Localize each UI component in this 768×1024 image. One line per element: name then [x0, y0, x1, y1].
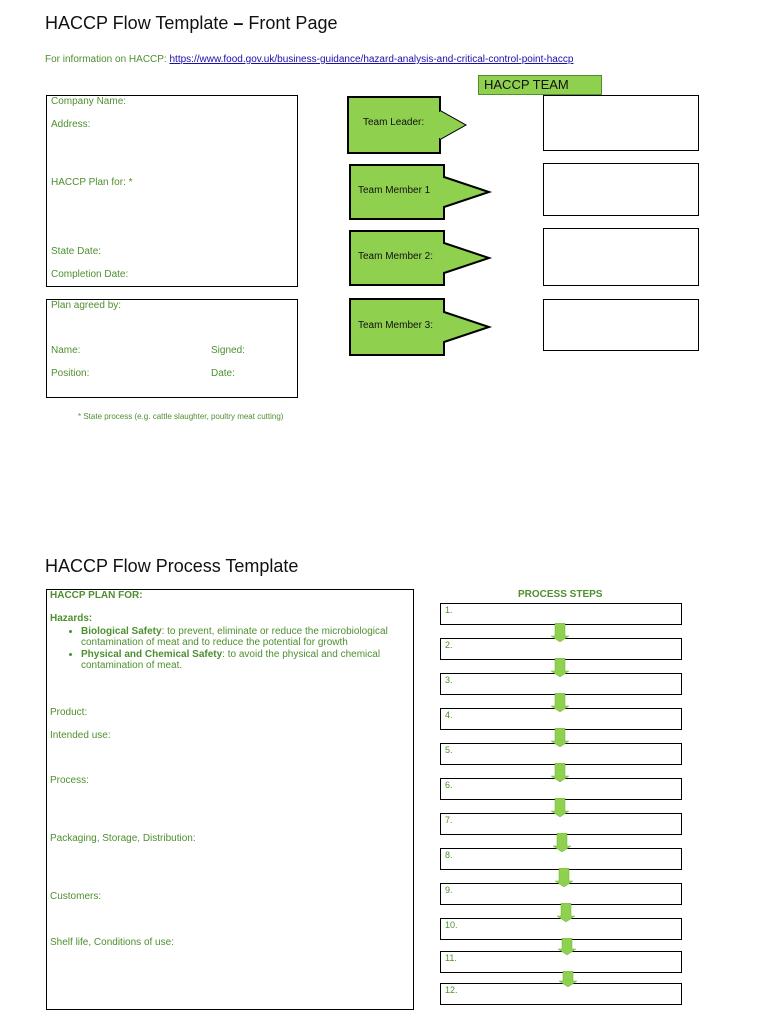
process-step-number: 7.	[445, 815, 453, 825]
step-down-arrow	[550, 798, 570, 817]
step-down-arrow	[556, 903, 576, 922]
plan-details-box	[46, 589, 414, 1010]
footnote: * State process (e.g. cattle slaughter, poultry meat cutting)	[78, 412, 284, 421]
position-label: Position:	[51, 368, 90, 379]
team-leader-label: Team Leader:	[363, 117, 425, 128]
process-label: Process:	[50, 775, 89, 786]
hazards-list	[47, 624, 407, 672]
process-step-number: 2.	[445, 640, 453, 650]
team-member-1-label: Team Member 1	[358, 185, 431, 196]
process-step-number: 8.	[445, 850, 453, 860]
team-member-3-label: Team Member 3:	[358, 320, 434, 331]
process-template-title: HACCP Flow Process Template	[45, 556, 299, 576]
step-down-arrow	[550, 693, 570, 712]
signed-label: Signed:	[211, 345, 245, 356]
step-down-arrow	[550, 763, 570, 782]
date-label: Date:	[211, 368, 235, 379]
step-down-arrow	[552, 833, 572, 852]
address-label: Address:	[51, 119, 91, 130]
haccp-info-link[interactable]: https://www.food.gov.uk/business-guidance/hazard-analysis-and-critical-control-point-haccp	[169, 54, 574, 65]
completion-date-label: Completion Date:	[51, 269, 129, 280]
step-down-arrow	[550, 658, 570, 677]
process-step-number: 1.	[445, 605, 453, 615]
process-step-box[interactable]	[440, 603, 682, 625]
info-line: For information on HACCP: https://www.food.gov.uk/business-guidance/hazard-analysis-and-critical-control-point-haccp	[45, 54, 574, 65]
team-member-3-box[interactable]	[543, 299, 699, 351]
process-step-number: 6.	[445, 780, 453, 790]
step-down-arrow	[554, 868, 574, 887]
plan-for-label: HACCP Plan for: *	[51, 177, 133, 188]
plan-agreed-box	[46, 299, 298, 398]
hazard-physical-chemical: • Physical and Chemical Safety: to avoid the physical and chemical contamination of meat.	[81, 649, 407, 671]
process-step-number: 5.	[445, 745, 453, 755]
packaging-label: Packaging, Storage, Distribution:	[50, 833, 196, 844]
customers-label: Customers:	[50, 891, 102, 902]
process-step-number: 4.	[445, 710, 453, 720]
team-member-1-box[interactable]	[543, 163, 699, 216]
hazard-biological: • Biological Safety: to prevent, eliminate or reduce the microbiological contamination of meat and to reduce the potential for growth	[81, 626, 407, 648]
step-down-arrow	[557, 938, 577, 955]
product-label: Product:	[50, 707, 88, 718]
team-member-2-box[interactable]	[543, 228, 699, 286]
team-leader-box[interactable]	[543, 95, 699, 151]
front-page-title: HACCP Flow Template – Front Page	[45, 13, 338, 33]
intended-use-label: Intended use:	[50, 730, 111, 741]
state-date-label: State Date:	[51, 246, 102, 257]
process-step-number: 3.	[445, 675, 453, 685]
hazards-heading: Hazards:	[50, 613, 93, 624]
step-down-arrow	[558, 971, 578, 987]
team-member-2-label: Team Member 2:	[358, 251, 434, 262]
process-step-number: 10.	[445, 920, 458, 930]
plan-for-heading: HACCP PLAN FOR:	[50, 590, 143, 601]
process-steps-header: PROCESS STEPS	[518, 589, 603, 600]
haccp-team-header: HACCP TEAM	[478, 75, 602, 95]
shelf-life-label: Shelf life, Conditions of use:	[50, 937, 174, 948]
company-details-box	[46, 95, 298, 287]
process-step-number: 9.	[445, 885, 453, 895]
company-name-label: Company Name:	[51, 96, 127, 107]
step-down-arrow	[550, 623, 570, 642]
name-label: Name:	[51, 345, 81, 356]
step-down-arrow	[550, 728, 570, 747]
plan-agreed-label: Plan agreed by:	[51, 300, 122, 311]
process-step-number: 11.	[445, 953, 457, 963]
process-step-number: 12.	[445, 985, 458, 995]
